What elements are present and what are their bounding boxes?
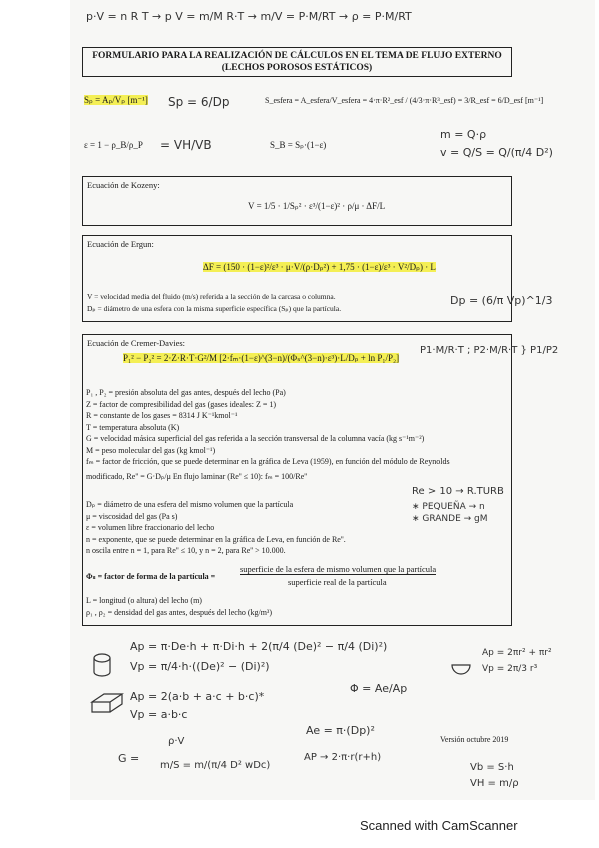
definition-line: T = temperatura absoluta (K) [86,422,180,432]
definition-line: ε = volumen libre fraccionario del lecho [86,523,215,532]
porosity-equation: ε = 1 − ρ_B/ρ_P [84,140,143,150]
definition-line: n oscila entre n = 1, para Re'' ≤ 10, y n = 2, para Re'' > 10.000. [86,546,286,555]
box-area-hand: Ap = 2(a·b + a·c + b·c)* [130,690,265,703]
cd-handwritten: P1·M/R·T ; P2·M/R·T } P1/P2 [420,345,559,356]
shape-factor-denominator: superficie real de la partícula [288,577,387,587]
title-line-2: (LECHOS POROSOS ESTÁTICOS) [221,63,373,73]
g-mass-hand: m/S = m/(π/4 D² wDc) [160,760,271,771]
box-volume-hand: Vp = a·b·c [130,708,188,721]
definition-line: P₁ , P₂ = presión absoluta del gas antes, después del lecho (Pa) [86,388,286,397]
void-volume-hand: VH = m/ρ [470,778,519,789]
sb-equation: S_B = Sₚ·(1−ε) [270,140,327,150]
reynolds-hand-2: ∗ PEQUEÑA → n [412,502,485,512]
definition-line: ρ₁ , ρ₂ = densidad del gas antes, después del lecho (kg/m³) [86,607,272,617]
hemisphere-sketch-icon [452,665,470,674]
definition-line: n = exponente, que se puede determinar en la gráfica de Leva, en función de Re''. [86,534,346,544]
ergun-caption: Ecuación de Ergun: [87,239,154,249]
definition-line: Dₚ = diámetro de una esfera del mismo volumen que la partícula [86,500,294,509]
sp-handwritten: Sp = 6/Dp [168,95,230,109]
definition-line: M = peso molecular del gas (kg kmol⁻¹) [86,445,216,455]
box-sketch-icon [92,694,122,712]
mass-flow-handwritten: m = Q·ρ [440,128,487,141]
ergun-dp-def: Dₚ = diámetro de una esfera con la misma superficie específica (Sₚ) que la partícula. [87,304,342,313]
definition-line: fₘ = factor de fricción, que se puede determinar en la gráfica de Leva (1959), en función del módulo de Reynolds [86,457,450,466]
porosity-handwritten: = VH/VB [160,138,212,152]
title-line-1: FORMULARIO PARA LA REALIZACIÓN DE CÁLCULOS EN EL TEMA DE FLUJO EXTERNO [92,51,502,61]
shape-factor-hand: Φ = Ae/Ap [350,682,408,695]
cylinder-total-area-hand: AP → 2·π·r(r+h) [304,752,382,763]
shape-factor-label: Φₛ = factor de forma de la partícula = [86,572,216,581]
definition-line: Z = factor de compresibilidad del gas (gases ideales: Z = 1) [86,399,277,409]
sphere-specific-surface: S_esfera = A_esfera/V_esfera = 4·π·R²_esf / (4/3·π·R³_esf) = 3/R_esf = 6/D_esf [m⁻¹] [265,96,544,105]
ergun-v-def: V = velocidad media del fluido (m/s) referida a la sección de la carcasa o columna. [87,292,336,301]
g-rho-v-hand: ρ·V [168,736,185,747]
bed-volume-hand: Vb = S·h [470,762,514,773]
ideal-gas-handwritten: p·V = n R T → p V = m/M R·T → m/V = P·M/RT → ρ = P·M/RT [86,10,412,23]
hemisphere-area-hand: Ap = 2πr² + πr² [482,648,552,658]
velocity-handwritten: v = Q/S = Q/(π/4 D²) [440,146,553,159]
cylinder-area-hand: Ap = π·De·h + π·Di·h + 2(π/4 (De)² − π/4 (Di)²) [130,640,388,653]
scanner-watermark: Scanned with CamScanner [360,818,518,833]
cd-highlight: P₁² − P₂² = 2·Z·R·T·G²/M [2·fₘ·(1−ε)^(3−n)/(Φₛ^(3−n)·ε³)·L/Dₚ + ln P₁/P₂] [123,353,400,363]
ergun-highlight: ΔF = (150 · (1−ε)²/ε³ · μ·V/(ρ·Dₚ²) + 1,75 · (1−ε)/ε³ · V²/Dₚ) · L [203,262,436,272]
hemisphere-volume-hand: Vp = 2π/3 r³ [482,664,538,674]
version-label: Versión octubre 2019 [440,735,509,744]
cylinder-volume-hand: Vp = π/4·h·((De)² − (Di)²) [130,660,270,673]
definition-line: L = longitud (o altura) del lecho (m) [86,596,202,605]
definition-line: G = velocidad másica superficial del gas referida a la sección transversal de la columna vacía (kg s⁻¹m⁻²) [86,434,425,443]
shape-factor-numerator: superficie de la esfera de mismo volumen que la partícula [240,564,437,574]
sp-highlight: Sₚ = Aₚ/Vₚ [m⁻¹] [84,95,148,105]
sphere-area-hand: Ae = π·(Dp)² [306,724,375,737]
kozeny-equation: V = 1/5 · 1/Sₚ² · ε³/(1−ε)² · ρ/μ · ΔF/L [248,201,386,211]
g-label-hand: G = [118,752,140,765]
cd-caption: Ecuación de Cremer-Davies: [87,338,186,348]
reynolds-hand-3: ∗ GRANDE → gM [412,514,488,524]
cylinder-sketch-icon [94,654,110,662]
kozeny-caption: Ecuación de Kozeny: [87,180,160,190]
reynolds-line: modificado, Re'' = G·Dₚ/μ En flujo laminar (Re'' ≤ 10): fₘ = 100/Re'' [86,472,308,481]
reynolds-hand-1: Re > 10 → R.TURB [412,486,504,497]
dp-handwritten: Dp = (6/π Vp)^1/3 [450,294,553,307]
definition-line: R = constante de los gases = 8314 J K⁻¹kmol⁻¹ [86,411,238,420]
definition-line: μ = viscosidad del gas (Pa s) [86,511,178,521]
